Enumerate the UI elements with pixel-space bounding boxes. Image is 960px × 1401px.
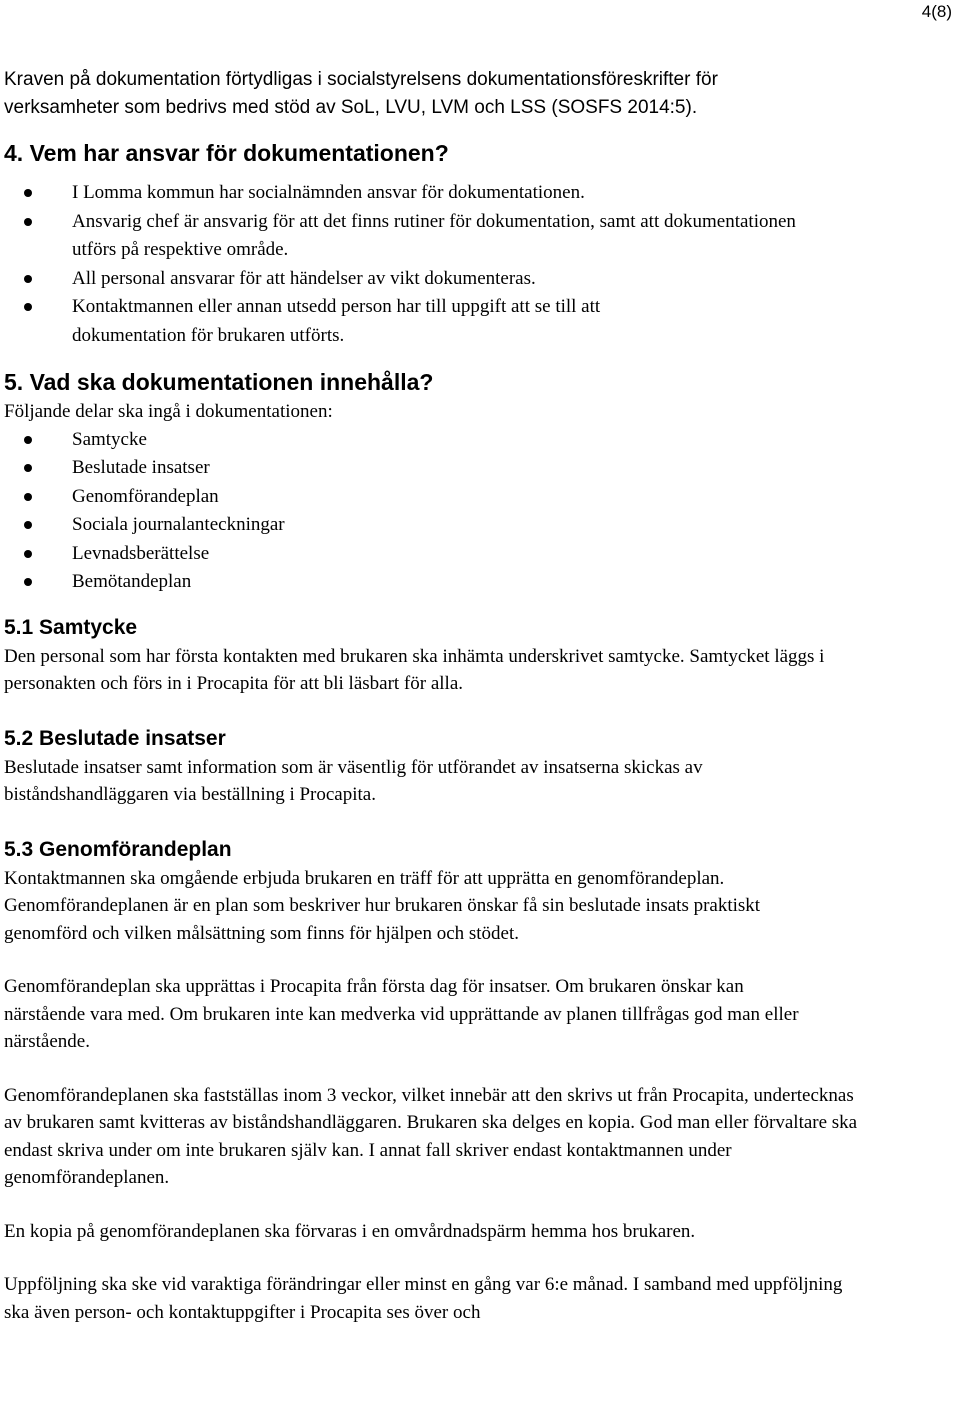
list-item: Bemötandeplan (4, 568, 944, 597)
section-5-3-paragraph: Kontaktmannen ska omgående erbjuda brukaren en träff för att upprätta en genomförandeplan. Genomförandeplanen är en plan som beskriver hur brukaren önskar få sin beslutade insats praktiskt genomförd och vilken målsättning som finns för hjälpen och stödet. (4, 867, 761, 944)
document-body (4, 66, 944, 1326)
section-5-3-paragraph: Genomförandeplanen ska fastställas inom 3 veckor, vilket innebär att den skrivs ut från Procapita, undertecknas av brukaren samt kvitteras av biståndshandläggaren. Brukaren ska delges en kopia. God man eller förvaltare ska endast skriva under om inte brukaren själv kan. I annat fall skriver endast kontaktmannen under genomförandeplanen. (4, 1084, 858, 1188)
section-5-1-heading: 5.1 Samtycke (4, 615, 138, 639)
section-5-3-paragraph: Uppföljning ska ske vid varaktiga förändringar eller minst en gång var 6:e månad. I samband med uppföljning ska även person- och kontaktuppgifter i Procapita ses över och (4, 1274, 843, 1323)
list-item: Levnadsberättelse (4, 540, 944, 569)
section-5-3-paragraph: En kopia på genomförandeplanen ska förvaras i en omvårdnadspärm hemma hos brukaren. (4, 1220, 696, 1242)
section-5-2-heading: 5.2 Beslutade insatser (4, 726, 226, 750)
list-item: Samtycke (4, 426, 944, 455)
list-item: Ansvarig chef är ansvarig för att det finns rutiner för dokumentation, samt att dokumentationen utförs på respektive område. (4, 208, 824, 265)
section-5-3-paragraph: Genomförandeplan ska upprättas i Procapita från första dag för insatser. Om brukaren önskar kan närstående vara med. Om brukaren inte kan medverka vid upprättande av planen tillfrågas god man eller närstående. (4, 976, 799, 1052)
section-5-lead: Följande delar ska ingå i dokumentationen: (4, 401, 333, 422)
list-item: All personal ansvarar för att händelser av vikt dokumenteras. (4, 265, 824, 294)
section-5-list (4, 426, 944, 597)
section-5-3-heading: 5.3 Genomförandeplan (4, 837, 232, 861)
section-5-heading: 5. Vad ska dokumentationen innehålla? (4, 369, 434, 395)
list-item: Kontaktmannen eller annan utsedd person har till uppgift att se till att dokumentation för brukaren utförts. (4, 293, 824, 350)
section-5-1-text: Den personal som har första kontakten med brukaren ska inhämta underskrivet samtycke. Samtycket läggs i personakten och förs in i Procapita för att bli läsbart för alla. (4, 645, 825, 694)
section-4-list (4, 179, 824, 350)
list-item: Beslutade insatser (4, 454, 944, 483)
list-item: I Lomma kommun har socialnämnden ansvar för dokumentationen. (4, 179, 824, 208)
intro-paragraph: Kraven på dokumentation förtydligas i socialstyrelsens dokumentationsföreskrifter för verksamheter som bedrivs med stöd av SoL, LVU, LVM och LSS (SOSFS 2014:5). (4, 69, 718, 118)
page-number: 4(8) (921, 2, 952, 21)
list-item: Sociala journalanteckningar (4, 511, 944, 540)
list-item: Genomförandeplan (4, 483, 944, 512)
section-4-heading: 4. Vem har ansvar för dokumentationen? (4, 140, 449, 166)
section-5-2-text: Beslutade insatser samt information som är väsentlig för utförandet av insatserna skickas av biståndshandläggaren via beställning i Procapita. (4, 756, 703, 805)
